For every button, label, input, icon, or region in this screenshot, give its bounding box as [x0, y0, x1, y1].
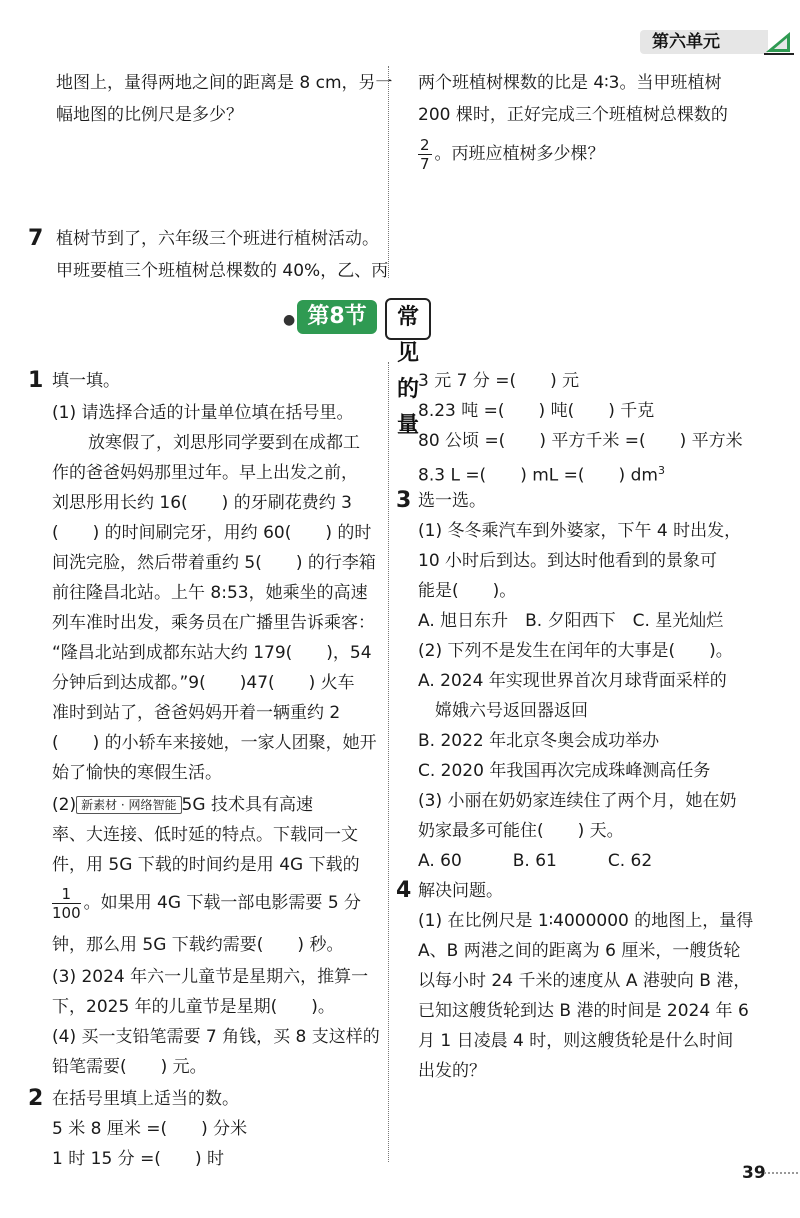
text-line: 1 时 15 分 =( ) 时	[52, 1149, 224, 1169]
text-line: 前往隆昌北站。上午 8:53，她乘坐的高速	[52, 583, 368, 603]
fraction-one-hundredth: $\frac{1}{100}$	[52, 884, 81, 922]
unit-title: 第六单元	[652, 32, 720, 52]
sub-question: (2) 新素材 · 网络智能 5G 技术具有高速	[52, 795, 313, 815]
page-number: 39	[742, 1163, 766, 1183]
sub-question: (1) 请选择合适的计量单位填在括号里。	[52, 403, 354, 423]
text-line: 地图上，量得两地之间的距离是 8 cm，另一	[56, 73, 393, 93]
text-line: 已知这艘货轮到达 B 港的时间是 2024 年 6	[418, 1001, 749, 1021]
bottom-column-divider	[388, 362, 389, 1162]
sub-question: (1) 在比例尺是 1∶4000000 的地图上，量得	[418, 911, 754, 931]
text-line: 8.23 吨 =( ) 吨( ) 千克	[418, 401, 655, 421]
text-line: 幅地图的比例尺是多少？	[56, 105, 243, 125]
text-line: 下，2025 年的儿童节是星期( )。	[52, 997, 335, 1017]
text-line: 甲班要植三个班植树总棵数的 40%，乙、丙	[56, 261, 389, 281]
text-line: ( ) 的时间刷完牙，用约 60( ) 的时	[52, 523, 372, 543]
sub-question: (3) 2024 年六一儿童节是星期六，推算一	[52, 967, 369, 987]
text-line: 能是( )。	[418, 581, 517, 601]
text-line: 钟，那么用 5G 下载约需要( ) 秒。	[52, 935, 344, 955]
fraction-line: $\frac{2}{7}$ 。丙班应植树多少棵？	[420, 135, 605, 173]
text-line: 8.3 L =( ) mL =( ) $dm^3$	[418, 464, 665, 486]
sub-question: (1) 冬冬乘汽车到外婆家，下午 4 时出发，	[418, 521, 742, 541]
text-line: 分钟后到达成都。”9( )47( ) 火车	[52, 673, 355, 693]
text-line: 率、大连接、低时延的特点。下载同一文	[52, 825, 358, 845]
sub-question: (2) 下列不是发生在闰年的大事是( )。	[418, 641, 733, 661]
text-line: 200 棵时，正好完成三个班植树总棵数的	[418, 105, 728, 125]
answer-options: A. 60 B. 61 C. 62	[418, 851, 653, 871]
question-title: 解决问题。	[418, 881, 503, 901]
question-title: 填一填。	[52, 371, 120, 391]
text-line: ( ) 的小轿车来接她，一家人团聚，她开	[52, 733, 377, 753]
text-line: A、B 两港之间的距离为 6 厘米，一艘货轮	[418, 941, 741, 961]
text-line: 植树节到了，六年级三个班进行植树活动。	[56, 229, 379, 249]
text-line: “隆昌北站到成都东站大约 179( )，54	[52, 643, 372, 663]
fraction-two-sevenths: $\frac{2}{7}$	[420, 135, 430, 173]
triangle-ruler-icon	[760, 28, 796, 56]
question-number: 7	[28, 226, 44, 251]
question-number: 1	[28, 368, 44, 393]
text-line: 列车准时出发，乘务员在广播里告诉乘客：	[52, 613, 375, 633]
answer-option: B. 2022 年北京冬奥会成功举办	[418, 731, 660, 751]
banner-dots: ●	[283, 312, 296, 328]
text-line: 作的爸爸妈妈那里过年。早上出发之前，	[52, 463, 358, 483]
text-line: 出发的？	[418, 1061, 486, 1081]
answer-options: A. 旭日东升 B. 夕阳西下 C. 星光灿烂	[418, 611, 724, 631]
question-number: 2	[28, 1086, 44, 1111]
text-line: 80 公顷 =( ) 平方千米 =( ) 平方米	[418, 431, 743, 451]
text-line: 以每小时 24 千米的速度从 A 港驶向 B 港，	[418, 971, 751, 991]
question-number: 4	[396, 878, 412, 903]
question-title: 在括号里填上适当的数。	[52, 1089, 239, 1109]
section-title: 常见的量	[385, 298, 431, 340]
text-line: 铅笔需要( ) 元。	[52, 1057, 207, 1077]
text-line: 两个班植树棵数的比是 4∶3。当甲班植树	[418, 73, 722, 93]
text-line: 刘思彤用长约 16( ) 的牙刷花费约 3	[52, 493, 352, 513]
text-line: 3 元 7 分 =( ) 元	[418, 371, 580, 391]
text-line: 始了愉快的寒假生活。	[52, 763, 222, 783]
answer-option: C. 2020 年我国再次完成珠峰测高任务	[418, 761, 711, 781]
text-line: 放寒假了，刘思彤同学要到在成都工	[88, 433, 360, 453]
text-line: 件，用 5G 下载的时间约是用 4G 下载的	[52, 855, 360, 875]
text-line: 月 1 日凌晨 4 时，则这艘货轮是什么时间	[418, 1031, 734, 1051]
fraction-line: $\frac{1}{100}$ 。如果用 4G 下载一部电影需要 5 分	[52, 884, 362, 922]
unit-header	[640, 28, 800, 56]
question-number: 3	[396, 488, 412, 513]
section-label: 第8节	[297, 300, 377, 334]
sub-question: (3) 小丽在奶奶家连续住了两个月，她在奶	[418, 791, 737, 811]
text-line: 准时到站了，爸爸妈妈开着一辆重约 2	[52, 703, 341, 723]
text-line: 5 米 8 厘米 =( ) 分米	[52, 1119, 248, 1139]
text-line: 奶家最多可能住( ) 天。	[418, 821, 624, 841]
answer-option: 嫦娥六号返回器返回	[418, 701, 588, 721]
answer-option: A. 2024 年实现世界首次月球背面采样的	[418, 671, 727, 691]
new-material-tag: 新素材 · 网络智能	[76, 796, 181, 814]
page-number-decoration	[764, 1172, 798, 1174]
text-line: 10 小时后到达。到达时他看到的景象可	[418, 551, 718, 571]
text-line: 间洗完脸，然后带着重约 5( ) 的行李箱	[52, 553, 376, 573]
sub-question: (4) 买一支铅笔需要 7 角钱，买 8 支这样的	[52, 1027, 380, 1047]
question-title: 选一选。	[418, 491, 486, 511]
